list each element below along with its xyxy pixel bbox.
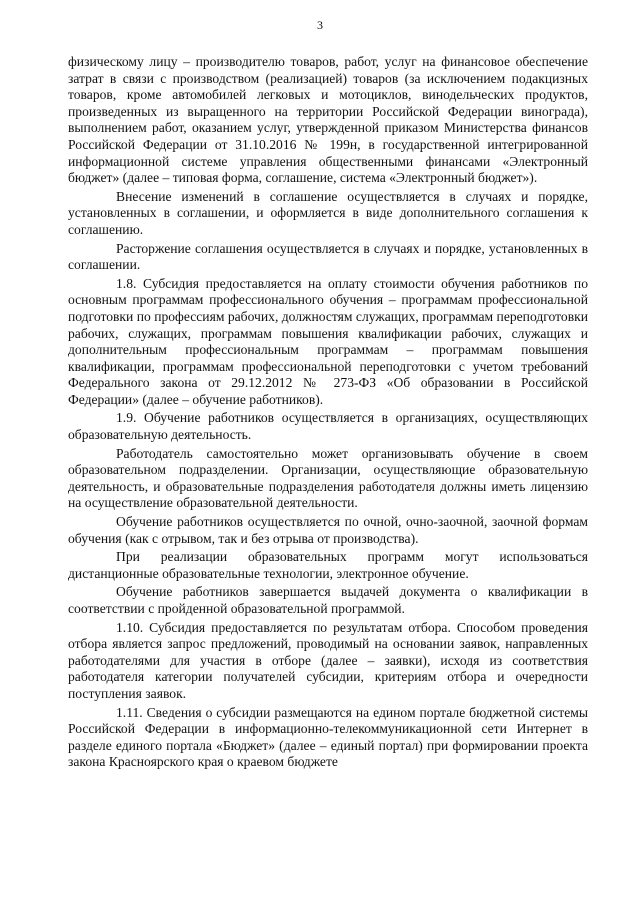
paragraph-6: Работодатель самостоятельно может организовывать обучение в своем образовательном подразделении. Организации, осуществляющие образовательную деятельность, и образовательные подразделения работодателя должны иметь лицензию на осуществление образовательной деятельности.: [68, 445, 588, 511]
document-body: [68, 54, 588, 771]
paragraph-2: Внесение изменений в соглашение осуществляется в случаях и порядке, установленных в соглашении, и оформляется в виде дополнительного соглашения к соглашению.: [68, 188, 588, 237]
paragraph-7: Обучение работников осуществляется по очной, очно-заочной, заочной формам обучения (как с отрывом, так и без отрыва от производства).: [68, 514, 588, 546]
paragraph-9: Обучение работников завершается выдачей документа о квалификации в соответствии с пройденной образовательной программой.: [68, 584, 588, 616]
paragraph-1: физическому лицу – производителю товаров, работ, услуг на финансовое обеспечение затрат в связи с производством (реализацией) товаров (за исключением подакцизных товаров, кроме автомобилей легковых и мотоциклов, винодельческих продуктов, произведенных из выращенного на территории Российской Федерации винограда), выполнением работ, оказанием услуг, утвержденной приказом Министерства финансов Российской Федерации от 31.10.2016 № 199н, в государственной интегрированной информационной системе управления общественными финансами «Электронный бюджет» (далее – типовая форма, соглашение, система «Электронный бюджет»).: [68, 54, 588, 186]
page-number: 3: [317, 18, 323, 32]
paragraph-8: При реализации образовательных программ могут использоваться дистанционные образовательные технологии, электронное обучение.: [68, 549, 588, 581]
paragraph-5: 1.9. Обучение работников осуществляется в организациях, осуществляющих образовательную деятельность.: [68, 410, 588, 443]
paragraph-3: Расторжение соглашения осуществляется в случаях и порядке, установленных в соглашении.: [68, 240, 588, 273]
paragraph-11: 1.11. Сведения о субсидии размещаются на едином портале бюджетной системы Российской Федерации в информационно-телекоммуникационной сети Интернет в разделе единого портала «Бюджет» (далее – единый портал) при формировании проекта закона Красноярского края о краевом бюджете: [68, 704, 588, 770]
paragraph-4: 1.8. Субсидия предоставляется на оплату стоимости обучения работников по основным программам профессионального обучения – программам профессиональной подготовки по профессиям рабочих, должностям служащих, программам переподготовки рабочих, служащих, программам повышения квалификации рабочих, служащих и дополнительным профессиональным программам – программам повышения квалификации, программам профессиональной переподготовки с учетом требований Федерального закона от 29.12.2012 № 273-ФЗ «Об образовании в Российской Федерации» (далее – обучение работников).: [68, 275, 588, 407]
paragraph-10: 1.10. Субсидия предоставляется по результатам отбора. Способом проведения отбора является запрос предложений, проводимый на основании заявок, направленных работодателями для участия в отборе (далее – заявки), исходя из соответствия работодателя категории получателей субсидии, критериям отбора и очередности поступления заявок.: [68, 619, 588, 701]
